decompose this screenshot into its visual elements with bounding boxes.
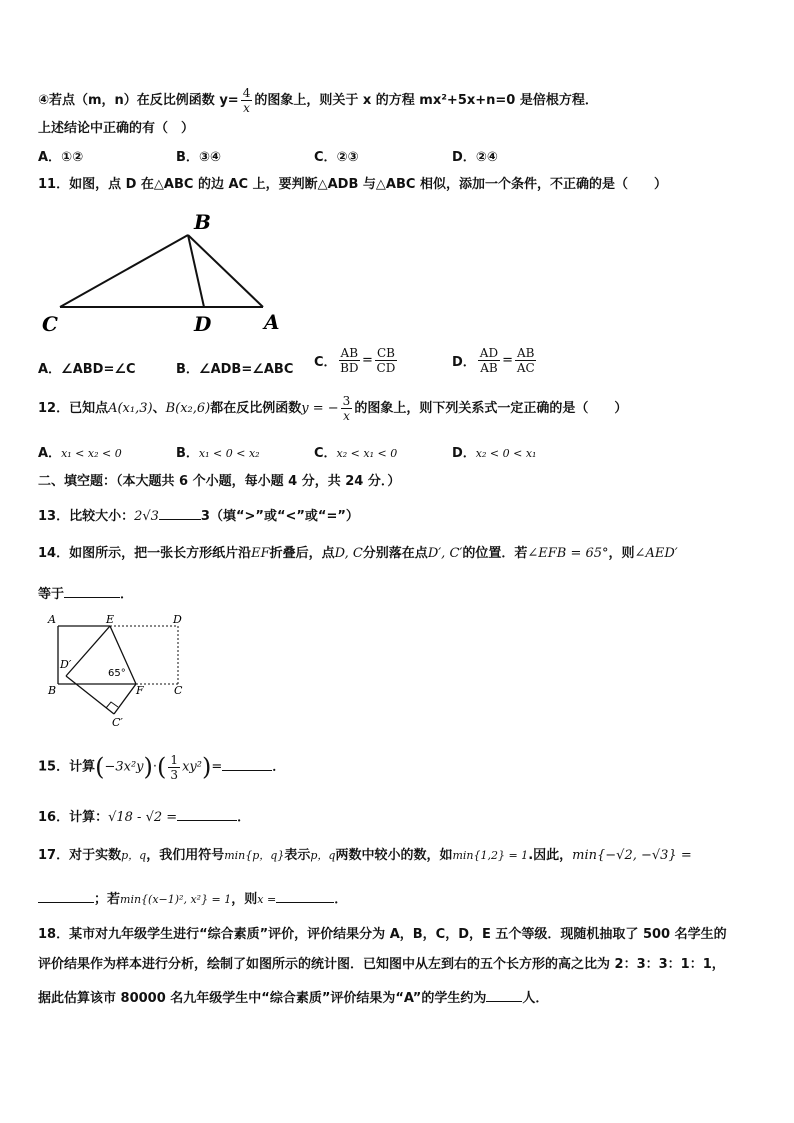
option-math: x₁ < 0 < x₂: [198, 447, 260, 460]
option-prefix: D．: [452, 355, 476, 370]
q17-text-c: 表示: [284, 848, 311, 863]
q16-end: ．: [237, 810, 251, 825]
option-math: x₂ < x₁ < 0: [336, 447, 398, 460]
paren-close: ): [143, 753, 153, 781]
q14-answer-blank[interactable]: [64, 583, 120, 598]
q15-end: ．: [272, 759, 286, 775]
q14-dc-prime: D′, C′: [427, 546, 463, 561]
option-prefix: C．: [314, 355, 337, 370]
fraction-numerator: AB: [517, 346, 535, 360]
q16-answer-blank[interactable]: [177, 806, 237, 821]
q16: [38, 806, 250, 827]
q10-fraction: [241, 86, 253, 115]
q13-text-a: 13．比较大小：: [38, 509, 135, 524]
q12-text-a: 12．已知点: [38, 401, 109, 416]
segment-ba: [188, 235, 263, 307]
fraction-denominator: CD: [376, 361, 396, 375]
q18-text-b: 人．: [522, 991, 549, 1006]
q15-fraction: [168, 753, 180, 782]
q12-option-c: [314, 442, 397, 461]
option-prefix: C．: [314, 446, 337, 461]
q10-text-b: 的图象上，则关于 x 的方程 mx²+5x+n=0 是倍根方程．: [254, 93, 598, 108]
q14-stem: [38, 545, 678, 563]
q14-text-e: ，则: [608, 546, 635, 561]
fraction-numerator: AB: [340, 346, 359, 360]
option-math: x₂ < 0 < x₁: [475, 447, 537, 460]
label-d: D: [194, 312, 212, 335]
fraction-numerator: 4: [242, 86, 251, 100]
q11-option-c: [314, 346, 399, 375]
q18-answer-blank[interactable]: [486, 987, 522, 1002]
q11-stem: 11．如图，点 D 在△ABC 的边 AC 上，要判断△ADB 与△ABC 相似，添加一个条件，不正确的是（ ）: [38, 177, 667, 192]
q12-option-b: [176, 442, 260, 461]
fraction-cb-cd: [375, 346, 397, 375]
q12-function-lhs: y = −: [301, 401, 339, 416]
q12-option-a: [38, 442, 122, 461]
q11-option-d: [452, 346, 538, 375]
q18-line2: 评价结果作为样本进行分析，绘制了如图所示的统计图．已知图中从左到右的五个长方形的高之比为 2：3：3：1：1，: [38, 957, 725, 972]
q10-option-c: C．②③: [314, 150, 359, 165]
fraction-denominator: x: [343, 409, 350, 423]
fraction-numerator: AD: [479, 346, 499, 360]
q10-statement-4: [38, 86, 598, 115]
option-prefix: A．: [38, 446, 62, 461]
fraction-ab-bd: [339, 346, 360, 375]
q12-text-c: 的图象上，则下列关系式一定正确的是（ ）: [354, 401, 628, 416]
segment-bd: [188, 235, 204, 307]
q13: [38, 505, 359, 526]
equals-sign: =: [362, 353, 373, 368]
q16-text-a: 16．计算：: [38, 810, 109, 825]
q10-question: 上述结论中正确的有（ ）: [38, 121, 195, 136]
q11-option-a: A．∠ABD=∠C: [38, 362, 136, 377]
q12-fraction: [341, 394, 353, 423]
q15-term1: −3x²y: [104, 759, 144, 775]
q14-text-d: 的位置．若: [462, 546, 528, 561]
label-c-prime: C′: [112, 716, 123, 728]
fraction-numerator: CB: [376, 346, 395, 360]
q17-text-b: ，我们用符号: [146, 848, 225, 863]
q17-line2: [38, 888, 347, 909]
q17-text-d: 两数中较小的数，如: [335, 848, 453, 863]
q14-text-a: 14．如图所示，把一张长方形纸片沿: [38, 546, 252, 561]
option-prefix: D．: [452, 446, 476, 461]
q14-folded-rectangle-figure: [40, 610, 200, 728]
label-b: B: [48, 684, 57, 697]
fraction-denominator: AB: [480, 361, 498, 375]
q14-text-c: 分别落在点: [362, 546, 428, 561]
q10-option-b: B．③④: [176, 150, 221, 165]
q10-text-a: ④若点（m，n）在反比例函数 y=: [38, 93, 239, 108]
q15-text-a: 15．计算: [38, 759, 96, 775]
fraction-denominator: 3: [170, 767, 179, 782]
fraction-denominator: x: [243, 101, 250, 115]
q12-point-b: B(x₂,6): [165, 401, 211, 416]
q14-ef: EF: [251, 546, 270, 561]
section-2-heading: 二、填空题：（本大题共 6 个小题，每小题 4 分，共 24 分．）: [38, 474, 401, 489]
q13-text-b: 3（填“>”或“<”或“=”）: [200, 509, 359, 524]
fraction-ab-ac: [515, 346, 536, 375]
q18-text-a: 据此估算该市 80000 名九年级学生中“综合素质”评价结果为“A”的学生约为: [38, 991, 487, 1006]
label-c: C: [174, 684, 183, 697]
q17-x-equals: x =: [257, 893, 277, 906]
paren-close-2: ): [201, 753, 212, 781]
fraction-ad-ab: [478, 346, 500, 375]
q17-text-f: ；若: [94, 892, 121, 907]
paren-open: (: [95, 753, 105, 781]
label-e: E: [106, 613, 115, 626]
label-f: F: [136, 684, 144, 697]
option-math: x₁ < x₂ < 0: [61, 447, 122, 460]
edge-d-prime-c-prime: [66, 676, 114, 714]
q15: [38, 752, 285, 783]
label-a: A: [264, 310, 280, 334]
q15-term2: xy²: [182, 759, 202, 775]
q14-angle: ∠EFB = 65°: [527, 546, 609, 561]
q14-line2-end: ．: [120, 587, 134, 602]
label-c: C: [42, 312, 58, 335]
q18-line1: 18．某市对九年级学生进行“综合素质”评价，评价结果分为 A，B，C，D，E 五个等级．现随机抽取了 500 名学生的: [38, 927, 727, 942]
q17-text-a: 17．对于实数: [38, 848, 122, 863]
q17-answer-blank-2[interactable]: [276, 888, 334, 903]
q12-text-b: 都在反比例函数: [210, 401, 302, 416]
q10-option-a: A．①②: [38, 150, 84, 165]
segment-cb: [60, 235, 188, 307]
q16-math: √18 - √2 =: [108, 810, 178, 825]
edge-c-prime-f: [114, 684, 136, 714]
edge-ed-prime: [66, 626, 110, 676]
q17-text-e: .因此，: [528, 848, 573, 863]
q10-option-d: D．②④: [452, 150, 498, 165]
q17-pq: p，q: [121, 849, 147, 862]
fraction-denominator: AC: [516, 361, 535, 375]
q13-math: 2√3: [134, 509, 159, 524]
fraction-numerator: 3: [342, 394, 351, 408]
q15-answer-blank[interactable]: [222, 756, 272, 771]
right-angle-mark: [106, 702, 118, 708]
fraction-denominator: BD: [340, 361, 359, 375]
q11-triangle-figure: [38, 205, 298, 335]
equals-sign: =: [502, 353, 513, 368]
label-d-prime: D′: [60, 658, 72, 671]
fraction-numerator: 1: [170, 752, 179, 767]
q18-line3: [38, 987, 548, 1008]
angle-label: 65°: [108, 668, 126, 679]
q12-stem: [38, 394, 627, 424]
label-d: D: [173, 613, 182, 626]
q14-line2-text: 等于: [38, 587, 65, 602]
q17-query2: min{(x−1)², x²} = 1: [120, 893, 232, 906]
q11-option-b: B．∠ADB=∠ABC: [176, 362, 294, 377]
q13-answer-blank[interactable]: [159, 505, 201, 520]
q17-query1: min{−√2, −√3} =: [572, 848, 692, 863]
q14-line2: [38, 583, 133, 604]
q17-end: ．: [334, 892, 348, 907]
q17-pq2: p，q: [310, 849, 336, 862]
q17-answer-blank-1[interactable]: [38, 888, 94, 903]
label-a: A: [48, 613, 56, 626]
q17-text-g: ，则: [231, 892, 258, 907]
q17-example: min{1,2} = 1: [452, 849, 529, 862]
q17-line1: [38, 847, 692, 865]
q12-separator: 、: [152, 401, 166, 416]
q12-option-d: [452, 442, 536, 461]
q17-symbol: min{p，q}: [224, 849, 285, 862]
paren-open-2: (: [157, 753, 167, 781]
label-b: B: [194, 210, 211, 234]
q12-point-a: A(x₁,3): [108, 401, 153, 416]
q15-dot: ·: [152, 759, 158, 775]
q14-dc: D, C: [334, 546, 363, 561]
option-prefix: B．: [176, 446, 199, 461]
q15-equals: =: [211, 759, 223, 775]
q14-angle2: ∠AED′: [634, 546, 678, 561]
q14-text-b: 折叠后，点: [269, 546, 335, 561]
